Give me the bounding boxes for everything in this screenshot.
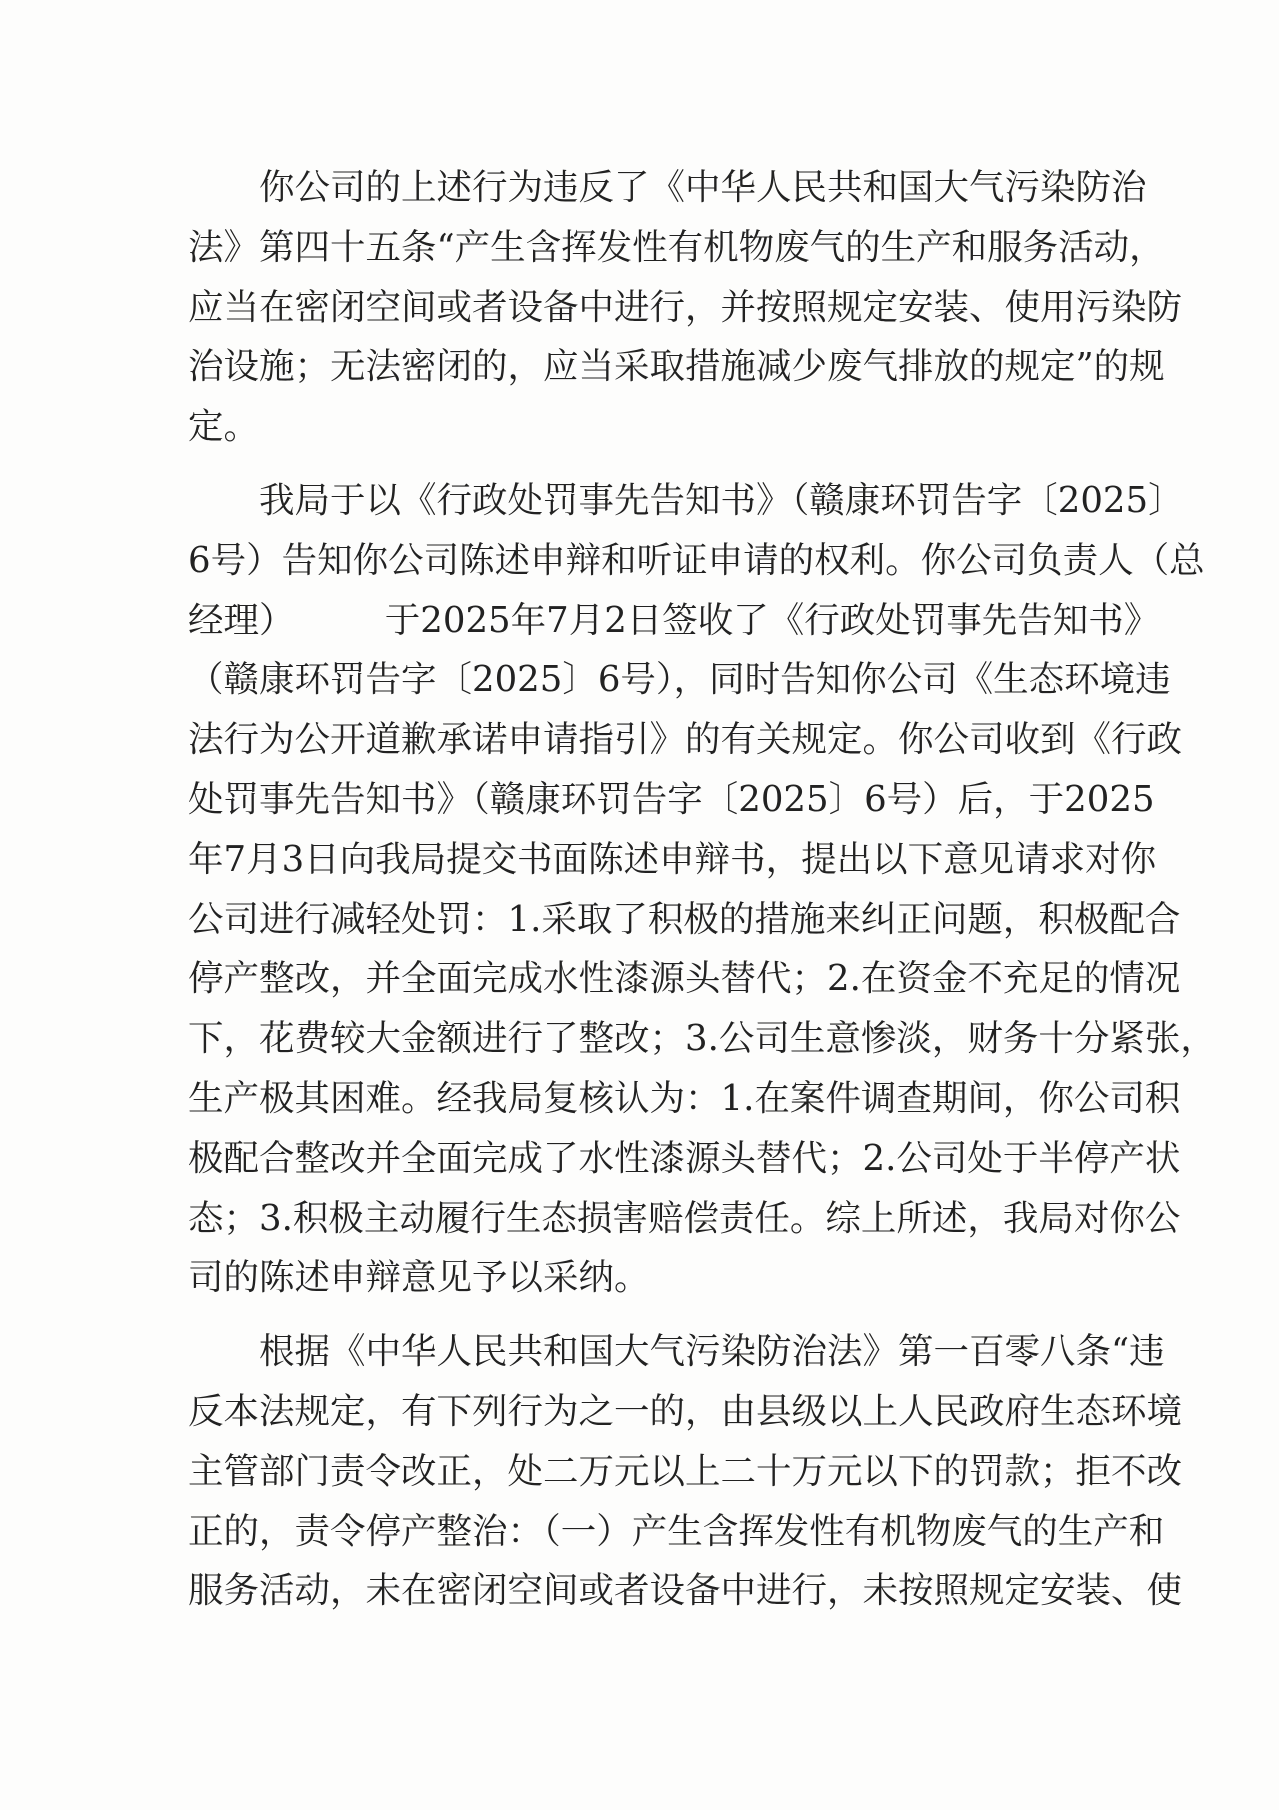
text-line: 定。 <box>188 406 260 448</box>
text-line: 法行为公开道歉承诺申请指引》的有关规定。你公司收到《行政 <box>188 719 1183 761</box>
text-line: 态；3.积极主动履行生态损害赔偿责任。综上所述，我局对你公 <box>188 1197 1181 1239</box>
text-line: 服务活动，未在密闭空间或者设备中进行，未按照规定安装、使 <box>188 1570 1183 1612</box>
text-line: 处罚事先告知书》（赣康环罚告字〔2025〕6号）后，于2025 <box>188 778 1155 820</box>
text-line: 应当在密闭空间或者设备中进行，并按照规定安装、使用污染防 <box>188 286 1183 328</box>
text-line: 年7月3日向我局提交书面陈述申辩书，提出以下意见请求对你 <box>188 838 1157 880</box>
text-line: 你公司的上述行为违反了《中华人民共和国大气污染防治 <box>259 167 1147 208</box>
paragraph-gap <box>188 1308 1084 1322</box>
paragraph-legal-basis <box>188 1322 1183 1621</box>
text-line: 公司进行减轻处罚：1.采取了积极的措施来纠正问题，积极配合 <box>188 898 1181 940</box>
text-line: 法》第四十五条“产生含挥发性有机物废气的生产和服务活动， <box>188 226 1165 268</box>
text-line: 反本法规定，有下列行为之一的，由县级以上人民政府生态环境 <box>188 1390 1183 1432</box>
text-line: 正的，责令停产整治：（一）产生含挥发性有机物废气的生产和 <box>188 1510 1165 1552</box>
text-line: （赣康环罚告字〔2025〕6号），同时告知你公司《生态环境违 <box>188 659 1171 701</box>
text-line: 主管部门责令改正，处二万元以上二十万元以下的罚款；拒不改 <box>188 1450 1183 1492</box>
text-line: 司的陈述申辩意见予以采纳。 <box>188 1257 650 1299</box>
text-line: 经理） 于2025年7月2日签收了《行政处罚事先告知书》 <box>188 599 1160 641</box>
paragraph-notice-and-defense <box>188 471 1216 1308</box>
text-line: 下，花费较大金额进行了整改；3.公司生意惨淡，财务十分紧张， <box>188 1018 1216 1060</box>
text-line: 停产整改，并全面完成水性漆源头替代；2.在资金不充足的情况 <box>188 958 1181 1000</box>
text-line: 生产极其困难。经我局复核认为：1.在案件调查期间，你公司积 <box>188 1077 1181 1119</box>
text-line: 极配合整改并全面完成了水性漆源头替代；2.公司处于半停产状 <box>188 1137 1181 1179</box>
text-line: 治设施；无法密闭的，应当采取措施减少废气排放的规定”的规 <box>188 346 1165 388</box>
text-line: 6号）告知你公司陈述申辩和听证申请的权利。你公司负责人（总 <box>188 539 1205 581</box>
paragraph-gap <box>188 457 1084 471</box>
text-line: 根据《中华人民共和国大气污染防治法》第一百零八条“违 <box>259 1331 1165 1373</box>
document-body <box>188 158 1216 1621</box>
text-line: 我局于以《行政处罚事先告知书》（赣康环罚告字〔2025〕 <box>259 479 1184 521</box>
paragraph-violation <box>188 158 1183 457</box>
